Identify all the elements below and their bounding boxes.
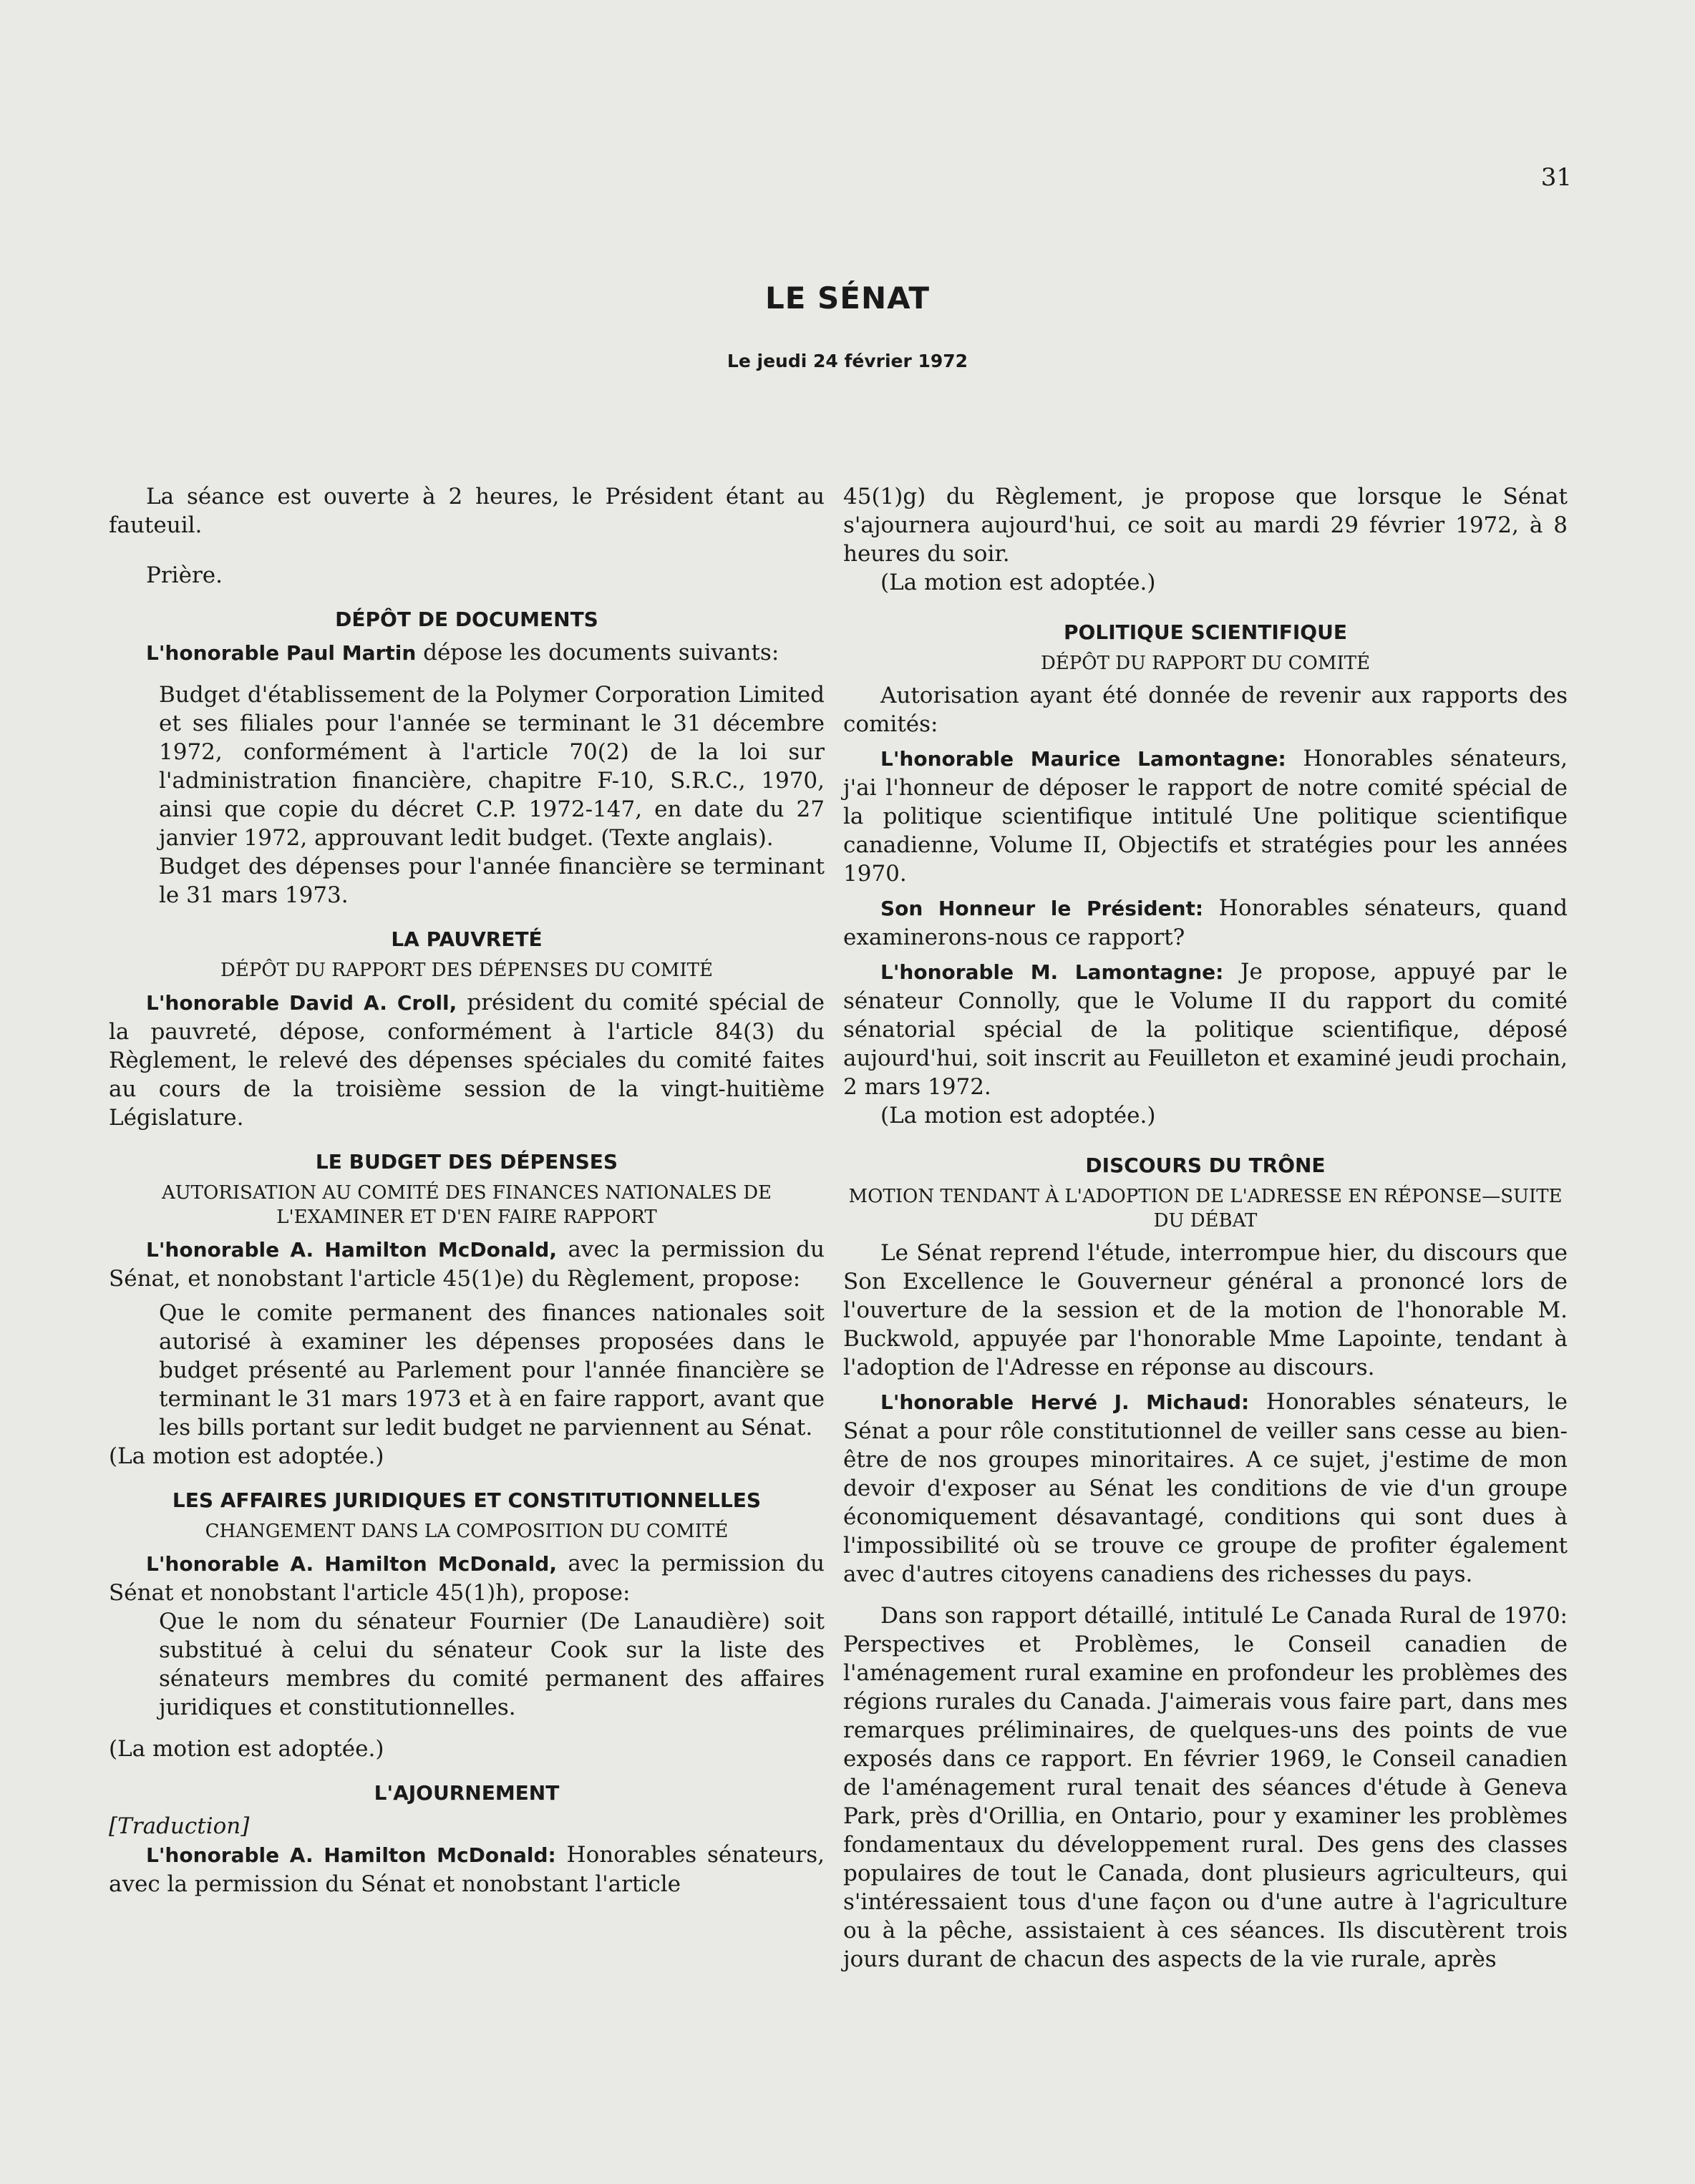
- continued-paragraph: 45(1)g) du Règlement, je propose que lorsque le Sénat s'ajournera aujourd'hui, ce soit au mardi 29 février 1972, à 8 heures du soir.: [843, 484, 1568, 567]
- speech-paragraph: [843, 744, 1568, 888]
- motion-text: Que le comite permanent des finances nationales soit autorisé à examiner les dépenses proposées dans le budget présenté au Parlement pour l'année financière se terminant le 31 mars 1973 et à en faire rapport, avant que les bills portant sur ledit budget ne parviennent au Sénat.: [159, 1300, 825, 1440]
- section-subheading: AUTORISATION AU COMITÉ DES FINANCES NATIONALES DE L'EXAMINER ET D'EN FAIRE RAPPORT: [161, 1182, 772, 1228]
- speech-text: Je propose, appuyé par le sénateur Connolly, que le Volume II du rapport du comité sénatorial spécial de la politique scientifique, déposé aujourd'hui, soit inscrit au Feuilleton et examiné jeudi prochain, 2 mars 1972.: [843, 959, 1568, 1100]
- motion-adopted: (La motion est adoptée.): [109, 1443, 384, 1469]
- section-heading: DÉPÔT DE DOCUMENTS: [335, 608, 598, 631]
- section-heading: LE BUDGET DES DÉPENSES: [315, 1150, 618, 1174]
- right-column: [843, 482, 1568, 1974]
- speech-paragraph: [843, 957, 1568, 1101]
- section-subheading: DÉPÔT DU RAPPORT DES DÉPENSES DU COMITÉ: [220, 960, 713, 981]
- motion-adopted: (La motion est adoptée.): [880, 570, 1156, 595]
- speech-text: Honorables sénateurs, le Sénat a pour rôle constitutionnel de veiller sans cesse au bien-être de nos groupes minoritaires. A ce sujet, j'estime de mon devoir d'exposer au Sénat les conditions de vie d'un groupe économiquement désavantagé, conditions qui sont dues à l'impossibilité où se trouve ce groupe de profiter également avec d'autres citoyens canadiens des richesses du pays.: [843, 1389, 1568, 1587]
- section-heading: DISCOURS DU TRÔNE: [1085, 1154, 1326, 1177]
- paragraph: Autorisation ayant été donnée de revenir aux rapports des comités:: [843, 683, 1568, 737]
- speaker-name: L'honorable A. Hamilton McDonald,: [146, 1552, 557, 1576]
- motion-adopted: (La motion est adoptée.): [880, 1103, 1156, 1128]
- motion-adopted: (La motion est adoptée.): [109, 1736, 384, 1762]
- speech-paragraph: [109, 1235, 825, 1293]
- speech-text: Honorables sénateurs, quand examinerons-nous ce rapport?: [843, 895, 1568, 950]
- speech-paragraph: [109, 1549, 825, 1607]
- speaker-name: Son Honneur le Président:: [880, 897, 1204, 920]
- speech-paragraph: [109, 638, 825, 668]
- paragraph: Dans son rapport détaillé, intitulé Le Canada Rural de 1970: Perspectives et Problèmes, le Conseil canadien de l'aménagement rural examine en profondeur les problèmes des régions rurales du Canada. J'aimerais vous faire part, dans mes remarques préliminaires, de quelques-uns des points de vue exposés dans ce rapport. En février 1969, le Conseil canadien de l'aménagement rural tenait des séances d'étude à Geneva Park, près d'Orillia, en Ontario, pour y examiner les problèmes fondamentaux du développement rural. Des gens des classes populaires de tout le Canada, dont plusieurs agriculteurs, qui s'intéressaient tous d'une façon ou d'une autre à l'agriculture ou à la pêche, assistaient à ces séances. Ils discutèrent trois jours durant de chacun des aspects de la vie rurale, après: [843, 1603, 1568, 1972]
- page-number: 31: [1540, 163, 1572, 192]
- speech-text: Honorables sénateurs, j'ai l'honneur de déposer le rapport de notre comité spécial de la politique scientifique intitulé Une politique scientifique canadienne, Volume II, Objectifs et stratégies pour les années 1970.: [843, 746, 1568, 887]
- speech-text: Honorables sénateurs, avec la permission du Sénat et nonobstant l'article: [109, 1842, 825, 1897]
- speaker-name: L'honorable A. Hamilton McDonald:: [146, 1843, 556, 1867]
- section-subheading: MOTION TENDANT À L'ADOPTION DE L'ADRESSE EN RÉPONSE—SUITE DU DÉBAT: [848, 1186, 1563, 1232]
- section-subheading: CHANGEMENT DANS LA COMPOSITION DU COMITÉ: [205, 1521, 729, 1542]
- section-subheading: DÉPÔT DU RAPPORT DU COMITÉ: [1040, 653, 1371, 674]
- section-heading: POLITIQUE SCIENTIFIQUE: [1064, 620, 1347, 644]
- motion-text: Que le nom du sénateur Fournier (De Lanaudière) soit substitué à celui du sénateur Cook sur la liste des sénateurs membres du comité permanent des affaires juridiques et constitutionnelles.: [159, 1609, 825, 1720]
- document-item: Budget d'établissement de la Polymer Corporation Limited et ses filiales pour l'année se terminant le 31 décembre 1972, conformément à l'article 70(2) de la loi sur l'administration financière, chapitre F-10, S.R.C., 1970, ainsi que copie du décret C.P. 1972-147, en date du 27 janvier 1972, approuvant ledit budget. (Texte anglais).: [159, 682, 825, 851]
- section-heading: L'AJOURNEMENT: [374, 1781, 560, 1805]
- section-heading: LA PAUVRETÉ: [391, 927, 543, 951]
- paragraph: Le Sénat reprend l'étude, interrompue hier, du discours que Son Excellence le Gouverneur général a prononcé lors de l'ouverture de la session et de la motion de l'honorable M. Buckwold, appuyée par l'honorable Mme Lapointe, tendant à l'adoption de l'Adresse en réponse au discours.: [843, 1240, 1568, 1380]
- speech-text: avec la permission du Sénat, et nonobstant l'article 45(1)e) du Règlement, propose:: [109, 1237, 825, 1292]
- speech-text: président du comité spécial de la pauvreté, dépose, conformément à l'article 84(3) du Règlement, le relevé des dépenses spéciales du comité faites au cours de la troisième session de la vingt-huitième Législature.: [109, 990, 825, 1131]
- page-title: LE SÉNAT: [764, 281, 931, 316]
- sitting-date: Le jeudi 24 février 1972: [727, 351, 968, 371]
- translation-note: [Traduction]: [109, 1813, 250, 1839]
- document-item: Budget des dépenses pour l'année financière se terminant le 31 mars 1973.: [159, 854, 825, 908]
- speech-text: avec la permission du Sénat et nonobstant l'article 45(1)h), propose:: [109, 1551, 825, 1606]
- speech-paragraph: [843, 894, 1568, 952]
- opening-paragraph: La séance est ouverte à 2 heures, le Président étant au fauteuil.: [109, 484, 825, 538]
- speech-text: dépose les documents suivants:: [416, 640, 779, 666]
- speech-paragraph: [109, 1841, 825, 1898]
- speaker-name: L'honorable David A. Croll,: [146, 991, 457, 1015]
- prayer-line: Prière.: [146, 562, 223, 588]
- speaker-name: L'honorable Hervé J. Michaud:: [880, 1390, 1250, 1414]
- speech-paragraph: [109, 988, 825, 1132]
- section-heading: LES AFFAIRES JURIDIQUES ET CONSTITUTIONNELLES: [172, 1488, 762, 1512]
- speaker-name: L'honorable Maurice Lamontagne:: [880, 747, 1286, 771]
- speech-paragraph: [843, 1388, 1568, 1589]
- left-column: [109, 482, 825, 1898]
- speaker-name: L'honorable Paul Martin: [146, 641, 417, 665]
- speaker-name: L'honorable A. Hamilton McDonald,: [146, 1238, 557, 1262]
- speaker-name: L'honorable M. Lamontagne:: [880, 960, 1224, 984]
